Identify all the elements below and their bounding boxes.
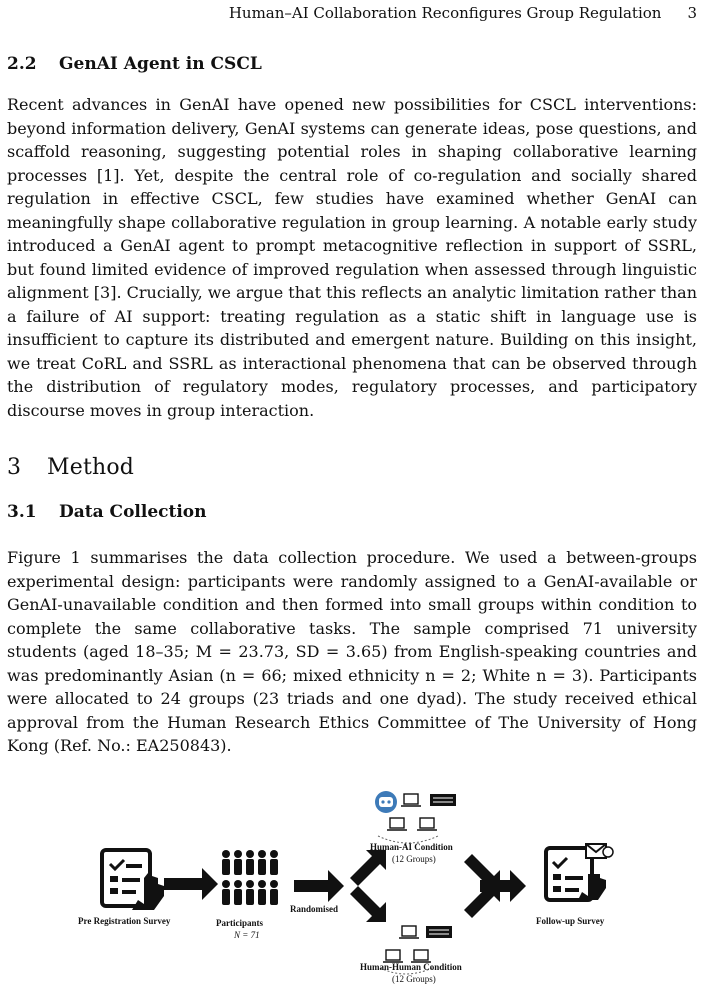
arrow-up-right-icon bbox=[350, 850, 386, 886]
section-number: 3 bbox=[7, 455, 22, 480]
keyboard-icon bbox=[426, 926, 452, 938]
label-human-ai-groups: (12 Groups) bbox=[392, 854, 436, 864]
page-number: 3 bbox=[687, 4, 697, 22]
section-title: Data Collection bbox=[59, 502, 207, 522]
running-head-title: Human–AI Collaboration Reconfigures Group Regulation bbox=[228, 4, 662, 22]
section-heading-3-1 bbox=[7, 502, 207, 522]
section-heading-2-2 bbox=[7, 54, 262, 74]
label-participants-n: N = 71 bbox=[234, 930, 260, 940]
section-title: Method bbox=[47, 455, 135, 480]
running-head bbox=[0, 4, 697, 22]
checklist-pointer-icon bbox=[102, 850, 164, 910]
arrow-icon bbox=[294, 870, 344, 902]
label-followup: Follow-up Survey bbox=[536, 916, 605, 926]
section-number: 2.2 bbox=[7, 54, 37, 74]
section-title: GenAI Agent in CSCL bbox=[59, 54, 262, 74]
label-human-human-groups: (12 Groups) bbox=[392, 974, 436, 984]
paragraph-data-collection: Figure 1 summarises the data collection procedure. We used a between-groups experimental design: participants were randomly assigned to a GenAI-available or GenAI-unavailable condition and then formed into small groups within condition to complete the same collaborative tasks. The sample comprised 71 university students (aged 18–35; M = 23.73, SD = 3.65) from English-speaking countries and was predominantly Asian (n = 66; mixed ethnicity n = 2; White n = 3). Participants were allocated to 24 groups (23 triads and one dyad). The study received ethical approval from the Human Research Ethics Committee of The University of Hong Kong (Ref. No.: EA250843). bbox=[7, 548, 697, 755]
section-heading-3 bbox=[7, 455, 134, 480]
laptop-user-icon bbox=[383, 926, 431, 962]
keyboard-icon bbox=[430, 794, 456, 806]
label-pre-survey: Pre Registration Survey bbox=[78, 916, 171, 926]
robot-icon bbox=[375, 791, 397, 813]
arrow-down-right-icon bbox=[350, 886, 386, 922]
arrow-icon bbox=[164, 868, 218, 900]
label-randomised: Randomised bbox=[290, 904, 339, 914]
people-group-icon bbox=[222, 850, 278, 905]
paragraph-genai-agent: Recent advances in GenAI have opened new possibilities for CSCL interventions: beyond information delivery, GenAI systems can generate ideas, pose questions, and scaffold reasoning, suggesting potential roles in shaping collaborative learning processes [1]. Yet, despite the central role of co-regulation and socially shared regulation in effective CSCL, few studies have examined whether GenAI can meaningfully shape collaborative regulation in group learning. A notable early study introduced a GenAI agent to prompt metacognitive reflection in support of SSRL, but found limited evidence of improved regulation when assessed through linguistic alignment [3]. Crucially, we argue that this reflects an analytic limitation rather than a failure of AI support: treating regulation as a static shift in language use is insufficient to capture its distributed and emergent nature. Building on this insight, we treat CoRL and SSRL as interactional phenomena that can be observed through the distribution of regulatory modes, regulatory processes, and participatory discourse moves in group interaction. bbox=[7, 95, 697, 420]
figure-data-collection bbox=[60, 786, 640, 990]
figure-diagram bbox=[60, 786, 640, 990]
label-human-human: Human-Human Condition bbox=[360, 962, 462, 972]
label-participants: Participants bbox=[216, 918, 263, 928]
section-number: 3.1 bbox=[7, 502, 37, 522]
envelope-at-icon bbox=[546, 844, 613, 900]
label-human-ai: Human-AI Condition bbox=[370, 842, 453, 852]
